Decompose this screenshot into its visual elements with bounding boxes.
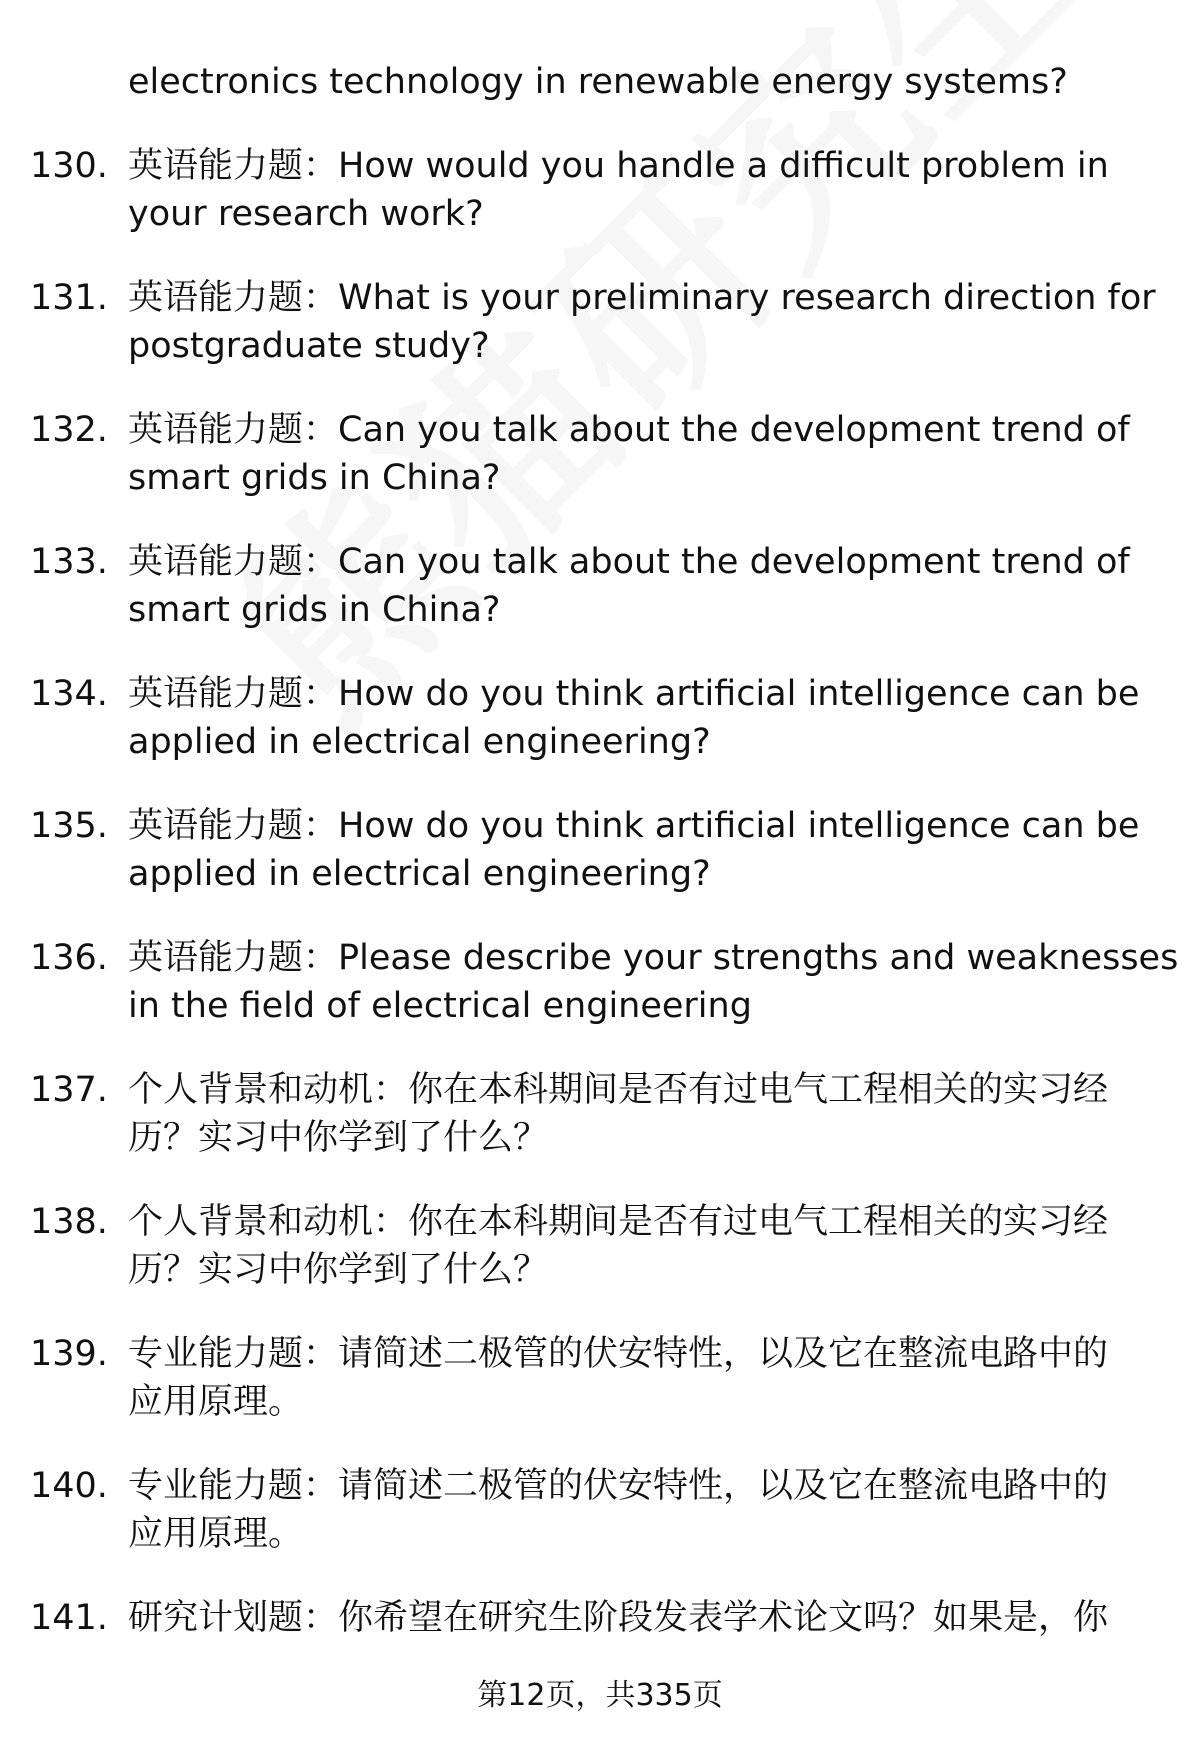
question-text — [128, 1066, 1158, 1162]
question-line: 英语能力题：Can you talk about the development trend of — [128, 542, 1130, 582]
question-line: 研究计划题：你希望在研究生阶段发表学术论文吗？如果是，你 — [128, 1598, 1109, 1638]
question-number: 132. — [30, 410, 108, 450]
question-item — [0, 1330, 1200, 1426]
question-line: 个人背景和动机：你在本科期间是否有过电气工程相关的实习经 — [128, 1070, 1109, 1110]
question-text — [128, 274, 1158, 370]
question-item — [0, 934, 1200, 1030]
question-line: your research work? — [128, 194, 484, 234]
question-item — [0, 1198, 1200, 1294]
question-line: 历？实习中你学到了什么？ — [128, 1250, 549, 1290]
page-number-footer: 第12页，共335页 — [477, 1678, 723, 1713]
question-line: smart grids in China? — [128, 590, 501, 630]
question-text — [128, 1462, 1158, 1558]
question-item — [0, 1066, 1200, 1162]
question-number: 130. — [30, 146, 108, 186]
question-number: 136. — [30, 938, 108, 978]
question-item — [0, 274, 1200, 370]
question-text — [128, 406, 1158, 502]
question-item — [0, 1462, 1200, 1558]
question-line: applied in electrical engineering? — [128, 722, 711, 762]
question-line: 英语能力题：How would you handle a difficult problem in — [128, 146, 1109, 186]
question-list — [0, 142, 1200, 1726]
question-line: 专业能力题：请简述二极管的伏安特性，以及它在整流电路中的 — [128, 1334, 1109, 1374]
question-text — [128, 802, 1158, 898]
question-number: 131. — [30, 278, 108, 318]
question-number: 135. — [30, 806, 108, 846]
question-number: 133. — [30, 542, 108, 582]
question-line: 英语能力题：What is your preliminary research direction for — [128, 278, 1156, 318]
question-line: 应用原理。 — [128, 1382, 304, 1422]
question-line: 历？实习中你学到了什么？ — [128, 1118, 549, 1158]
question-text — [128, 1594, 1158, 1642]
question-text — [128, 142, 1158, 238]
question-number: 137. — [30, 1070, 108, 1110]
question-item — [0, 670, 1200, 766]
question-item — [0, 802, 1200, 898]
question-text — [128, 1330, 1158, 1426]
question-text — [128, 670, 1158, 766]
question-line: in the field of electrical engineering — [128, 986, 752, 1026]
question-line: smart grids in China? — [128, 458, 501, 498]
question-item — [0, 406, 1200, 502]
question-number: 141. — [30, 1598, 108, 1638]
question-line: 英语能力题：Please describe your strengths and weaknesses — [128, 938, 1179, 978]
question-line: 英语能力题：How do you think artificial intelligence can be — [128, 674, 1140, 714]
question-item — [0, 142, 1200, 238]
continued-question-text: electronics technology in renewable energy systems? — [128, 62, 1068, 102]
question-line: 专业能力题：请简述二极管的伏安特性，以及它在整流电路中的 — [128, 1466, 1109, 1506]
question-line: applied in electrical engineering? — [128, 854, 711, 894]
question-number: 134. — [30, 674, 108, 714]
question-text — [128, 538, 1158, 634]
question-text — [128, 1198, 1158, 1294]
question-line: 英语能力题：Can you talk about the development trend of — [128, 410, 1130, 450]
question-number: 138. — [30, 1202, 108, 1242]
question-line: 英语能力题：How do you think artificial intelligence can be — [128, 806, 1140, 846]
question-number: 139. — [30, 1334, 108, 1374]
question-text — [128, 934, 1179, 1030]
question-line: postgraduate study? — [128, 326, 490, 366]
question-number: 140. — [30, 1466, 108, 1506]
question-line: 应用原理。 — [128, 1514, 304, 1554]
question-line: 个人背景和动机：你在本科期间是否有过电气工程相关的实习经 — [128, 1202, 1109, 1242]
question-item — [0, 538, 1200, 634]
